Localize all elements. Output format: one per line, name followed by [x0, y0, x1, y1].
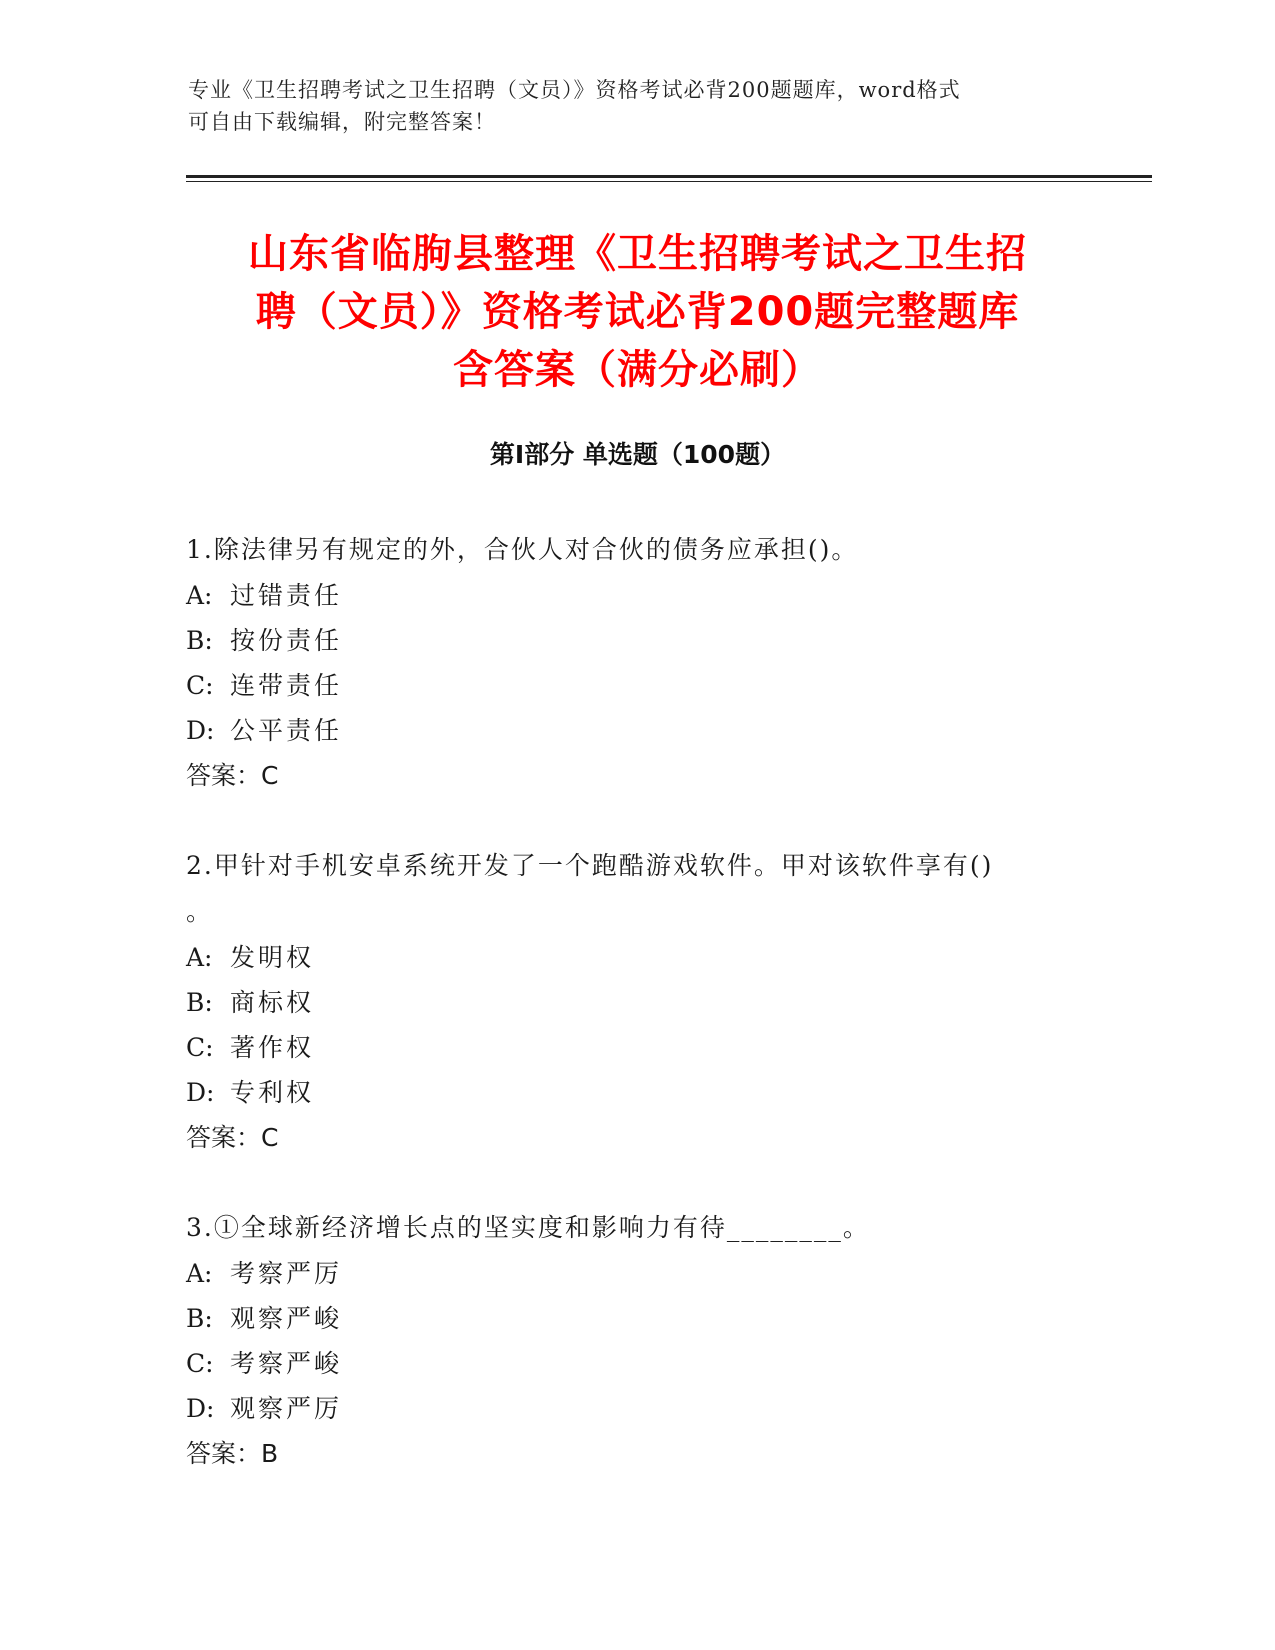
- option-label: C:: [186, 1033, 214, 1062]
- option-label: B:: [186, 626, 213, 655]
- option-d: [186, 1070, 1086, 1115]
- option-label: D:: [186, 1078, 215, 1107]
- option-label: B:: [186, 1304, 213, 1333]
- answer: 答案：C: [186, 761, 279, 790]
- option-text: 发明权: [230, 943, 315, 972]
- option-a: [186, 573, 1086, 618]
- header-note: [188, 74, 1088, 138]
- option-text: 观察严厉: [230, 1394, 343, 1423]
- option-text: 专利权: [230, 1078, 315, 1107]
- title-line-1: 山东省临朐县整理《卫生招聘考试之卫生招: [248, 231, 1027, 277]
- option-d: [186, 708, 1086, 753]
- option-b: [186, 1296, 1086, 1341]
- question-stem: 3.①全球新经济增长点的坚实度和影响力有待________。: [186, 1213, 870, 1242]
- option-label: D:: [186, 1394, 215, 1423]
- question-3: [186, 1205, 1086, 1477]
- option-text: 考察严厉: [230, 1259, 343, 1288]
- option-d: [186, 1386, 1086, 1431]
- header-rule-thin: [186, 181, 1152, 182]
- option-text: 考察严峻: [230, 1349, 343, 1378]
- option-label: D:: [186, 716, 215, 745]
- header-rule-thick: [186, 175, 1152, 178]
- option-text: 观察严峻: [230, 1304, 343, 1333]
- question-2: [186, 843, 1086, 1161]
- option-c: [186, 1341, 1086, 1386]
- option-text: 连带责任: [230, 671, 343, 700]
- answer: 答案：B: [186, 1439, 279, 1468]
- option-c: [186, 663, 1086, 708]
- section-heading: 第Ⅰ部分 单选题（100题）: [489, 440, 786, 469]
- question-stem: 1.除法律另有规定的外，合伙人对合伙的债务应承担()。: [186, 535, 859, 564]
- header-note-line-2: 可自由下载编辑，附完整答案！: [188, 110, 496, 134]
- option-text: 按份责任: [230, 626, 343, 655]
- option-label: C:: [186, 671, 214, 700]
- option-label: B:: [186, 988, 213, 1017]
- document-title: [150, 225, 1125, 399]
- question-list: [186, 527, 1086, 1521]
- option-label: A:: [186, 1259, 213, 1288]
- option-text: 著作权: [230, 1033, 315, 1062]
- question-1: [186, 527, 1086, 799]
- option-text: 商标权: [230, 988, 315, 1017]
- option-b: [186, 980, 1086, 1025]
- question-stem-wrap: 。: [186, 897, 212, 926]
- title-line-3: 含答案（满分必刷）: [453, 347, 822, 393]
- option-text: 公平责任: [230, 716, 343, 745]
- option-c: [186, 1025, 1086, 1070]
- option-a: [186, 1251, 1086, 1296]
- question-stem: 2.甲针对手机安卓系统开发了一个跑酷游戏软件。甲对该软件享有(): [186, 851, 994, 880]
- answer: 答案：C: [186, 1123, 279, 1152]
- option-a: [186, 935, 1086, 980]
- option-label: A:: [186, 581, 213, 610]
- title-line-2: 聘（文员）》资格考试必背200题完整题库: [255, 289, 1020, 335]
- option-b: [186, 618, 1086, 663]
- header-note-line-1: 专业《卫生招聘考试之卫生招聘（文员）》资格考试必背200题题库，word格式: [188, 78, 961, 102]
- option-text: 过错责任: [230, 581, 343, 610]
- option-label: A:: [186, 943, 213, 972]
- option-label: C:: [186, 1349, 214, 1378]
